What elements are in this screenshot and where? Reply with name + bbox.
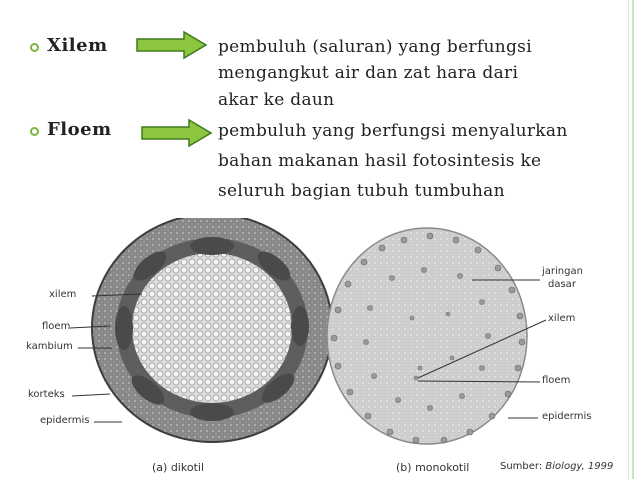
term-xilem: Xilem — [47, 35, 108, 56]
label-korteks: korteks — [28, 389, 65, 400]
definition-line: pembuluh (saluran) yang berfungsi — [218, 37, 532, 57]
stem-cross-section-figure — [12, 218, 612, 479]
caption-letter-b: (b) — [396, 461, 412, 474]
label-xilem-monocot: xilem — [548, 313, 576, 324]
bullet-icon — [30, 127, 39, 136]
definition-line: pembuluh yang berfungsi menyalurkan — [218, 121, 568, 141]
bullet-icon — [30, 43, 39, 52]
label-jaringan: jaringan — [542, 266, 583, 277]
term-floem: Floem — [47, 119, 112, 140]
dicot-section — [70, 218, 332, 442]
caption-letter-a: (a) — [152, 461, 168, 474]
caption-text-dicot: dikotil — [170, 461, 204, 474]
figure-source — [500, 461, 613, 472]
source-prefix: Sumber: — [500, 461, 543, 472]
definition-line: seluruh bagian tubuh tumbuhan — [218, 181, 505, 201]
arrow-right-icon — [141, 118, 213, 148]
label-epidermis-dicot: epidermis — [40, 415, 90, 426]
definition-line: akar ke daun — [218, 90, 335, 110]
caption-monocot — [396, 461, 469, 474]
definition-line: bahan makanan hasil fotosintesis ke — [218, 151, 542, 171]
slide-border-right-inner — [628, 0, 629, 479]
arrow-right-icon — [136, 30, 208, 60]
cross-section-illustration — [12, 218, 612, 479]
caption-text-monocot: monokotil — [415, 461, 470, 474]
monocot-section — [327, 228, 546, 444]
label-dasar: dasar — [548, 279, 576, 290]
caption-dicot — [152, 461, 204, 474]
label-xilem-dicot: xilem — [49, 289, 77, 300]
label-kambium: kambium — [26, 341, 73, 352]
label-epidermis-monocot: epidermis — [542, 411, 592, 422]
slide-border-right — [632, 0, 634, 479]
label-floem-dicot: floem — [42, 321, 71, 332]
label-floem-monocot: floem — [542, 375, 571, 386]
definition-line: mengangkut air dan zat hara dari — [218, 63, 519, 83]
source-title: Biology, 1999 — [545, 461, 614, 472]
